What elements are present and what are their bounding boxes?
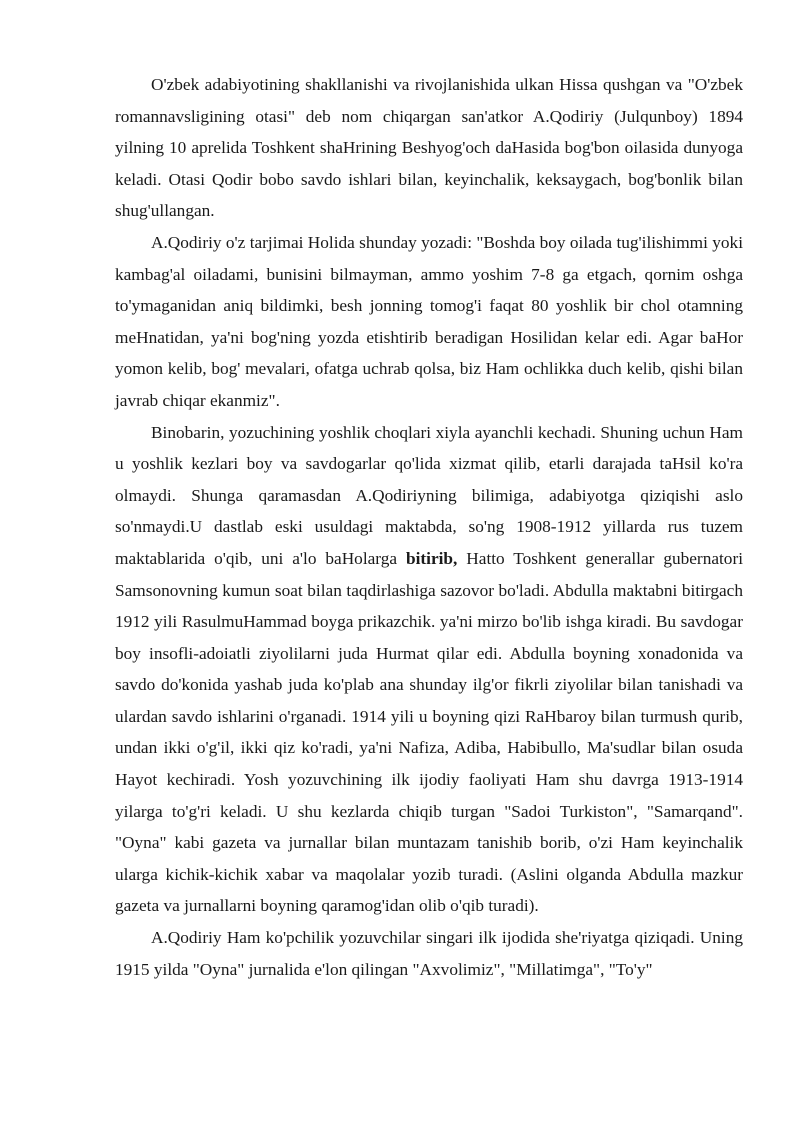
document-body <box>115 69 743 985</box>
paragraph-text-before: Binobarin, yozuchining yoshlik choqlari xiyla ayanchli kechadi. Shuning uchun Ham u yoshlik kezlari boy va savdogarlar qo'lida xizmat qilib, etarli darajada taHsil ko'ra olmaydi. Shunga qaramasdan A.Qodiriyning bilimiga, adabiyotga qiziqishi aslo so'nmaydi.U dastlab eski usuldagi maktabda, so'ng 1908-1912 yillarda rus tuzem maktablarida o'qib, uni a'lo baHolarga <box>115 422 743 568</box>
paragraph-autobiography-quote <box>115 227 743 417</box>
paragraph-text: A.Qodiriy Ham ko'pchilik yozuvchilar singari ilk ijodida she'riyatga qiziqadi. Uning 1915 yilda "Oyna" jurnalida e'lon qilingan "Axvolimiz", "Millatimga", "To'y" <box>115 928 743 979</box>
paragraph-text: A.Qodiriy o'z tarjimai Holida shunday yozadi: "Boshda boy oilada tug'ilishimmi yoki kambag'al oiladami, bunisini bilmayman, ammo yoshim 7-8 ga etgach, qornim oshga to'ymaganidan aniq bildimki, besh jonning tomog'i faqat 80 yoshlik bir chol otamning meHnatidan, ya'ni bog'ning yozda etishtirib beradigan Hosilidan kelar edi. Agar baHor yomon kelib, bog' mevalari, ofatga uchrab qolsa, biz Ham ochlikka duch kelib, qishi bilan javrab chiqar ekanmiz". <box>115 232 743 410</box>
paragraph-intro <box>115 69 743 227</box>
bold-phrase: bitirib, <box>405 548 458 568</box>
paragraph-text-after: Hatto Toshkent generallar gubernatori Samsonovning kumun soat bilan taqdirlashiga sazovor bo'ladi. Abdulla maktabni bitirgach 1912 yili RasulmuHammad boyga prikazchik. ya'ni mirzo bo'lib ishga kiradi. Bu savdogar boy insofli-adoiatli ziyolilarni juda Hurmat qilar edi. Abdulla boyning xonadonida va savdo do'konida yashab juda ko'plab ana shunday ilg'or fikrli ziyolilar bilan tanishadi va ulardan savdo ishlarini o'rganadi. 1914 yili u boyning qizi RaHbaroy bilan turmush qurib, undan ikki o'g'il, ikki qiz ko'radi, ya'ni Nafiza, Adiba, Habibullo, Ma'sudlar bilan osuda Hayot kechiradi. Yosh yozuvchining ilk ijodiy faoliyati Ham shu davrga 1913-1914 yilarga to'g'ri keladi. U shu kezlarda chiqib turgan "Sadoi Turkiston", "Samarqand". "Oyna" kabi gazeta va jurnallar bilan muntazam tanishib borib, o'zi Ham keyinchalik ularga kichik-kichik xabar va maqolalar yozib turadi. (Aslini olganda Abdulla mazkur gazeta va jurnallarni boyning qaramog'idan olib o'qib turadi). <box>115 548 743 916</box>
paragraph-youth-and-education <box>115 417 743 923</box>
paragraph-text: O'zbek adabiyotining shakllanishi va rivojlanishida ulkan Hissa qushgan va "O'zbek romannavsligining otasi" deb nom chiqargan san'atkor A.Qodiriy (Julqunboy) 1894 yilning 10 aprelida Toshkent shaHrining Beshyog'och daHasida bog'bon oilasida dunyoga keladi. Otasi Qodir bobo savdo ishlari bilan, keyinchalik, keksaygach, bog'bonlik bilan shug'ullangan. <box>115 75 743 221</box>
paragraph-early-poetry <box>115 922 743 985</box>
